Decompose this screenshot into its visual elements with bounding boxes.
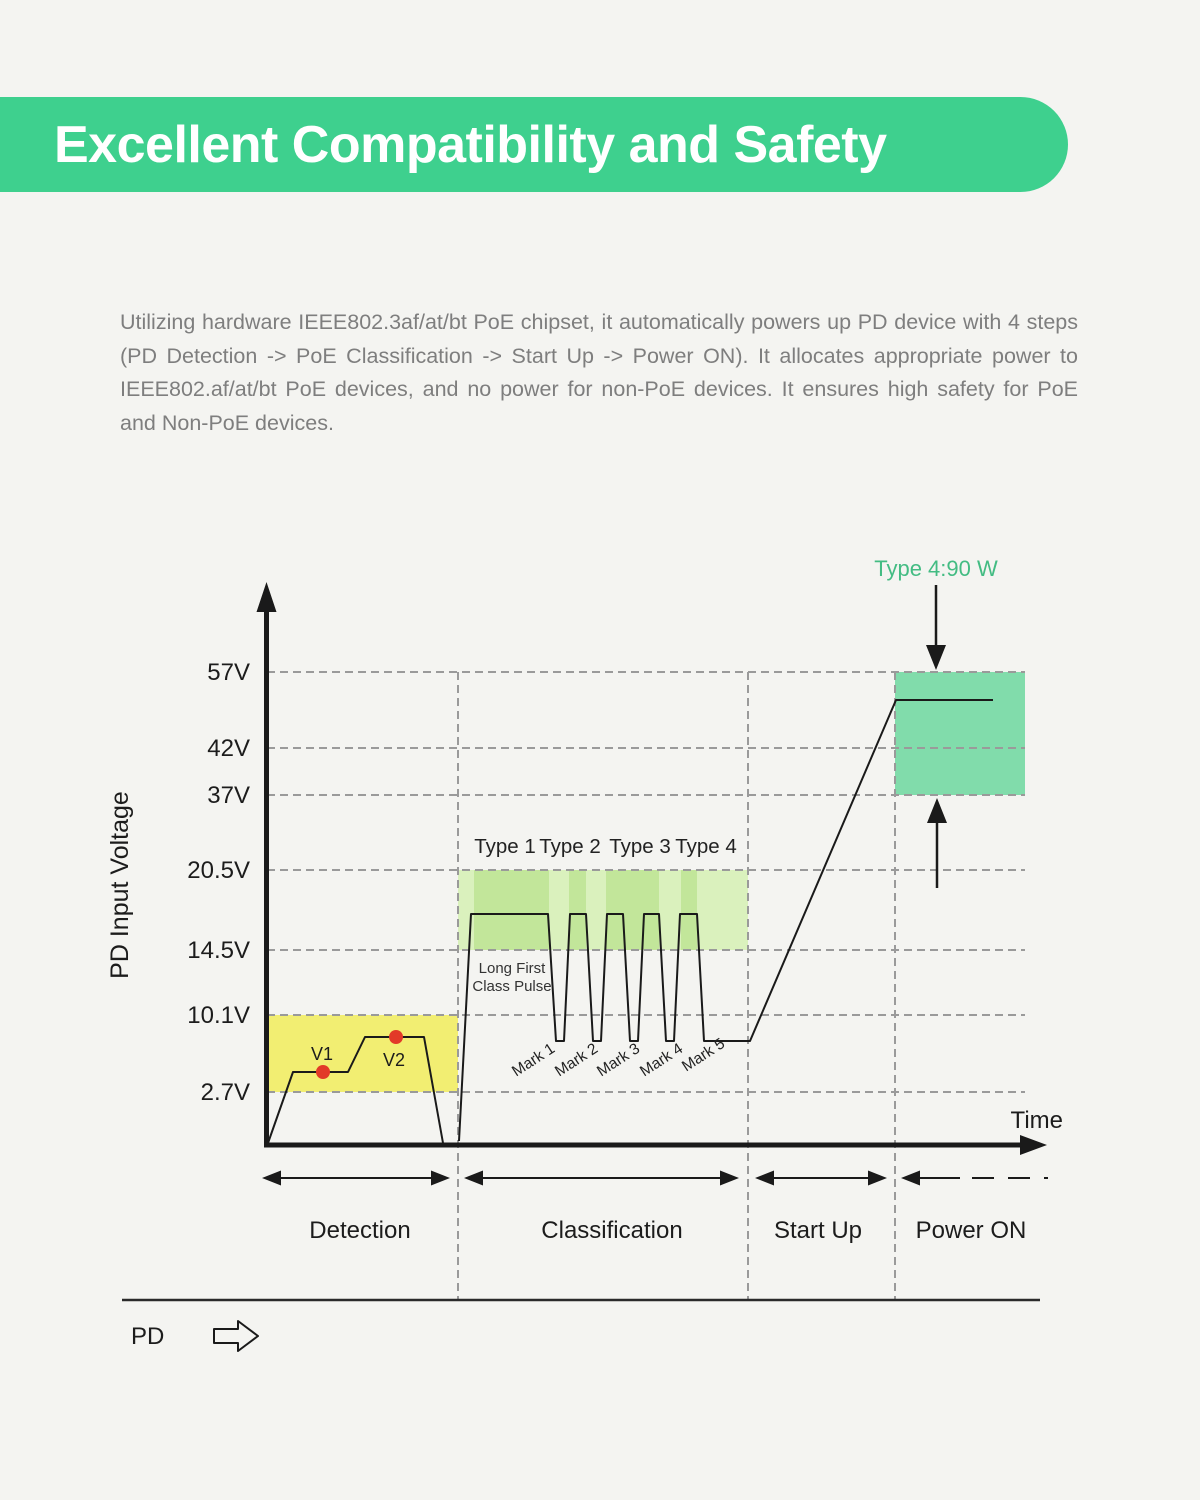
mark3-label: Mark 3 bbox=[594, 1040, 644, 1081]
phase-label-startup: Start Up bbox=[773, 1217, 863, 1244]
type3-label: Type 3 bbox=[609, 835, 671, 858]
title-banner bbox=[0, 97, 1068, 192]
startup-span-arrow bbox=[755, 1171, 887, 1186]
tick-20-5v: 20.5V bbox=[187, 857, 250, 884]
phase-span-arrows bbox=[262, 1171, 1048, 1186]
long-pulse-note-line2: Class Pulse bbox=[472, 978, 552, 995]
type1-label: Type 1 bbox=[474, 835, 536, 858]
mark-labels bbox=[509, 1035, 728, 1080]
tick-42v: 42V bbox=[207, 735, 250, 762]
phase-label-classification: Classification bbox=[541, 1217, 683, 1244]
type4-power-note: Type 4:90 W bbox=[874, 556, 998, 581]
mark4-label: Mark 4 bbox=[637, 1040, 687, 1081]
pulse-band-1 bbox=[474, 870, 549, 950]
phase-labels bbox=[309, 1217, 1026, 1244]
pd-label: PD bbox=[131, 1323, 165, 1350]
x-axis-title: Time bbox=[1010, 1107, 1063, 1134]
intro-paragraph: Utilizing hardware IEEE802.3af/at/bt PoE chipset, it automatically powers up PD device with 4 steps (PD Detection -> PoE Classification -> Start Up -> Power ON). It allocates appropriate power to IEEE802.af/at/bt PoE devices, and no power for non-PoE devices. It ensures high safety for PoE and Non-PoE devices. bbox=[120, 310, 1078, 435]
tick-37v: 37V bbox=[207, 782, 250, 809]
type2-label: Type 2 bbox=[539, 835, 601, 858]
type4-down-arrow-head bbox=[926, 645, 946, 670]
power-up-arrow-head bbox=[927, 798, 947, 823]
mark1-label: Mark 1 bbox=[509, 1040, 559, 1081]
tick-57v: 57V bbox=[207, 659, 250, 686]
pulse-band-2 bbox=[569, 870, 586, 950]
mark5-label: Mark 5 bbox=[679, 1035, 729, 1076]
v2-label: V2 bbox=[382, 1050, 406, 1070]
pulse-band-3 bbox=[606, 870, 659, 950]
tick-10-1v: 10.1V bbox=[187, 1002, 250, 1029]
v1-label: V1 bbox=[310, 1044, 334, 1064]
detection-span-arrow bbox=[262, 1171, 450, 1186]
page-title: Excellent Compatibility and Safety bbox=[54, 115, 887, 174]
v2-detect-point bbox=[389, 1030, 403, 1044]
power-on-voltage-band bbox=[895, 672, 1025, 795]
long-pulse-note-line1: Long First bbox=[478, 960, 546, 977]
poe-timing-diagram bbox=[0, 540, 1200, 1500]
type-labels bbox=[474, 835, 737, 858]
v1-detect-point bbox=[316, 1065, 330, 1079]
phase-label-poweron: Power ON bbox=[915, 1217, 1027, 1244]
y-axis-title: PD Input Voltage bbox=[106, 791, 134, 979]
mark2-label: Mark 2 bbox=[552, 1040, 602, 1081]
phase-label-detection: Detection bbox=[309, 1217, 411, 1244]
poweron-span-arrow bbox=[901, 1171, 1048, 1186]
pulse-band-4 bbox=[681, 870, 697, 950]
y-axis-arrowhead bbox=[257, 582, 277, 612]
pd-direction-arrow-icon bbox=[214, 1321, 258, 1351]
tick-2-7v: 2.7V bbox=[200, 1079, 250, 1106]
tick-14-5v: 14.5V bbox=[187, 937, 250, 964]
detection-voltage-band bbox=[267, 1015, 458, 1092]
classification-span-arrow bbox=[464, 1171, 739, 1186]
x-axis-arrowhead bbox=[1020, 1135, 1047, 1155]
type4-label: Type 4 bbox=[675, 835, 737, 858]
y-tick-labels bbox=[187, 659, 250, 1106]
long-first-class-pulse-note bbox=[472, 960, 551, 995]
